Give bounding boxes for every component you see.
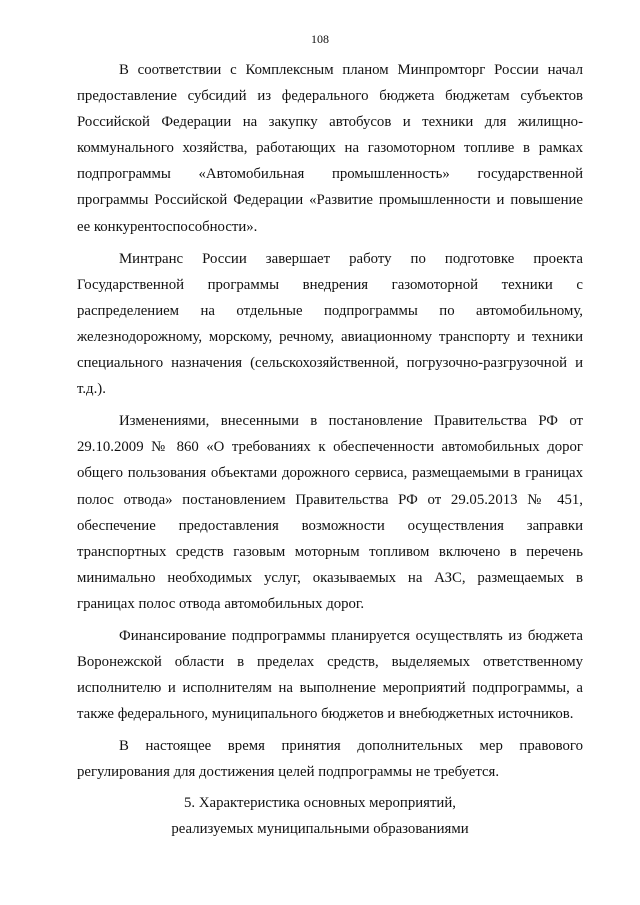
paragraph-regulation: В настоящее время принятия дополнительных мер правового регулирования для достижения целей подпрограммы не требуется. bbox=[77, 738, 583, 781]
paragraph-financing: Финансирование подпрограммы планируется осуществлять из бюджета Воронежской области в пределах средств, выделяемых ответственному исполнителю и исполнителям на выполнение мероприятий подпрограммы, а также федерального, муниципального бюджетов и внебюджетных источников. bbox=[77, 627, 583, 723]
section-heading bbox=[0, 790, 640, 842]
paragraph-mintrans: Минтранс России завершает работу по подготовке проекта Государственной программы внедрения газомоторной техники с распределением на отдельные подпрограммы по автомобильному, железнодорожному, морскому, речному, авиационному транспорту и техники специального назначения (сельскохозяйственной, погрузочно-разгрузочной и т.д.). bbox=[77, 250, 583, 398]
page-number: 108 bbox=[311, 32, 329, 46]
paragraph-amendments: Изменениями, внесенными в постановление Правительства РФ от 29.10.2009 № 860 «О требованиях к обеспеченности автомобильных дорог общего пользования объектами дорожного сервиса, размещаемыми в границах полос отвода» постановлением Правительства РФ от 29.05.2013 № 451, обеспечение предоставления возможности осуществления заправки транспортных средств газовым моторным топливом включено в перечень минимально необходимых услуг, оказываемых на АЗС, размещаемых в границах полос отвода автомобильных дорог. bbox=[77, 413, 583, 612]
paragraph-subsidies: В соответствии с Комплексным планом Минпромторг России начал предоставление субсидий из федерального бюджета бюджетам субъектов Российской Федерации на закупку автобусов и техники для жилищно-коммунального хозяйства, работающих на газомоторном топливе в рамках подпрограммы «Автомобильная промышленность» государственной программы Российской Федерации «Развитие промышленности и повышение ее конкурентоспособности». bbox=[77, 62, 583, 235]
section-heading-line-2: реализуемых муниципальными образованиями bbox=[171, 821, 469, 838]
body-text bbox=[77, 57, 583, 792]
section-heading-line-1: 5. Характеристика основных мероприятий, bbox=[184, 795, 456, 811]
